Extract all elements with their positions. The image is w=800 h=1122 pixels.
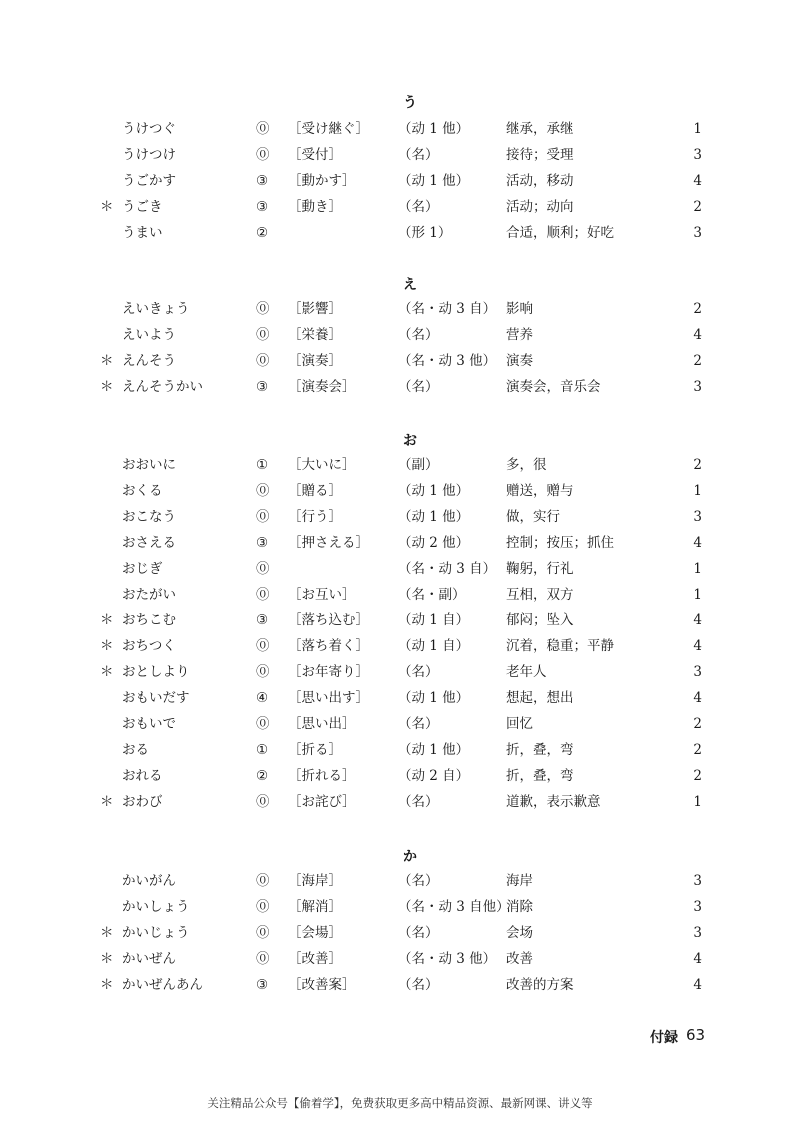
entry-meaning: 海岸	[506, 873, 533, 889]
entry-meaning: 老年人	[506, 664, 547, 681]
entry-meaning: 会场	[506, 924, 533, 941]
entry-row	[0, 894, 800, 920]
entry-accent: ③	[256, 612, 269, 629]
entry-kana: おさえる	[122, 534, 176, 551]
entry-meaning: 继承，承继	[506, 121, 574, 137]
entry-kana: おたがい	[122, 586, 176, 603]
entry-level: 2	[693, 741, 702, 758]
entry-part-of-speech: （名・动 3 他）	[398, 352, 497, 369]
entry-level: 3	[693, 873, 702, 889]
entry-part-of-speech: （名）	[398, 976, 439, 993]
entry-level: 3	[693, 146, 702, 163]
entry-kanji: ［押さえる］	[288, 534, 369, 551]
entry-accent: ③	[256, 534, 269, 551]
entry-accent: ③	[256, 172, 269, 189]
entry-row	[0, 633, 800, 659]
entry-part-of-speech: （动 2 他）	[398, 534, 470, 551]
entry-accent: ⓪	[256, 560, 270, 577]
entry-star-mark: ＊	[100, 352, 114, 369]
footer-label: 付録	[650, 1030, 678, 1046]
entry-accent: ③	[256, 378, 269, 395]
entry-part-of-speech: （形 1）	[398, 224, 452, 241]
entry-row	[0, 194, 800, 220]
entry-part-of-speech: （名）	[398, 924, 439, 941]
entry-row	[0, 142, 800, 168]
entry-meaning: 做，实行	[506, 508, 560, 525]
entry-kanji: ［落ち込む］	[288, 612, 369, 629]
entry-kanji: ［折る］	[288, 741, 342, 758]
entry-accent: ⓪	[256, 924, 270, 941]
entry-level: 1	[693, 482, 702, 499]
entry-level: 4	[693, 976, 702, 993]
entry-kanji: ［動かす］	[288, 172, 356, 189]
entry-part-of-speech: （名）	[398, 664, 439, 681]
entry-level: 3	[693, 224, 702, 241]
entry-kanji: ［受け継ぐ］	[288, 121, 369, 137]
entry-kana: おちこむ	[122, 612, 176, 629]
entry-meaning: 沉着，稳重；平静	[506, 638, 614, 655]
entry-kana: えいきょう	[122, 301, 190, 317]
entry-row	[0, 868, 800, 894]
entry-kana: かいじょう	[122, 924, 190, 941]
entry-kanji: ［贈る］	[288, 482, 342, 499]
entry-meaning: 活动，移动	[506, 172, 574, 189]
entry-kanji: ［演奏会］	[288, 378, 356, 395]
entry-accent: ⓪	[256, 508, 270, 525]
entry-accent: ⓪	[256, 352, 270, 369]
entry-meaning: 消除	[506, 898, 533, 915]
entry-part-of-speech: （名）	[398, 326, 439, 343]
entry-star-mark: ＊	[100, 793, 114, 810]
entry-meaning: 鞠躬，行礼	[506, 560, 574, 577]
entry-part-of-speech: （名・动 3 他）	[398, 950, 497, 967]
entry-accent: ①	[256, 457, 269, 473]
entry-level: 3	[693, 378, 702, 395]
entry-meaning: 折，叠，弯	[506, 767, 574, 784]
entry-level: 3	[693, 508, 702, 525]
entry-row	[0, 737, 800, 763]
entry-kanji: ［解消］	[288, 898, 342, 915]
entry-level: 4	[693, 172, 702, 189]
entry-accent: ③	[256, 198, 269, 215]
entry-row	[0, 322, 800, 348]
page-number: 63	[686, 1026, 706, 1044]
entry-row	[0, 946, 800, 972]
entry-kana: おちつく	[122, 638, 176, 655]
entry-star-mark: ＊	[100, 664, 114, 681]
entry-kanji: ［演奏］	[288, 352, 342, 369]
entry-meaning: 想起，想出	[506, 690, 574, 707]
entry-part-of-speech: （动 1 他）	[398, 172, 470, 189]
entry-row	[0, 556, 800, 582]
entry-row	[0, 504, 800, 530]
entry-star-mark: ＊	[100, 378, 114, 395]
entry-accent: ⓪	[256, 301, 270, 317]
entry-kana: おおいに	[122, 457, 176, 473]
entry-part-of-speech: （动 1 他）	[398, 508, 470, 525]
entry-level: 4	[693, 690, 702, 707]
entry-accent: ⓪	[256, 326, 270, 343]
entry-accent: ③	[256, 976, 269, 993]
entry-kana: かいぜん	[122, 950, 176, 967]
entry-kana: うごき	[122, 198, 163, 215]
entry-kanji: ［栄養］	[288, 326, 342, 343]
entry-meaning: 营养	[506, 326, 533, 343]
entry-kanji: ［大いに］	[288, 457, 356, 473]
entry-kanji: ［行う］	[288, 508, 342, 525]
entry-part-of-speech: （动 2 自）	[398, 767, 470, 784]
entry-part-of-speech: （名）	[398, 873, 439, 889]
entry-meaning: 赠送，赠与	[506, 482, 574, 499]
entry-kana: おもいで	[122, 716, 176, 732]
entry-star-mark: ＊	[100, 638, 114, 655]
entry-part-of-speech: （动 1 他）	[398, 121, 470, 137]
entry-part-of-speech: （动 1 自）	[398, 638, 470, 655]
entry-kanji: ［落ち着く］	[288, 638, 369, 655]
entry-row	[0, 452, 800, 478]
entry-row	[0, 220, 800, 246]
entry-level: 1	[693, 793, 702, 810]
section-heading: か	[403, 849, 417, 865]
entry-accent: ⓪	[256, 664, 270, 681]
section-heading: え	[403, 277, 417, 293]
entry-kanji: ［動き］	[288, 198, 342, 215]
entry-part-of-speech: （名・动 3 自）	[398, 301, 497, 317]
entry-kana: うけつけ	[122, 146, 176, 163]
entry-row	[0, 789, 800, 815]
entry-part-of-speech: （名）	[398, 198, 439, 215]
entry-kana: えんそうかい	[122, 378, 203, 395]
entry-star-mark: ＊	[100, 924, 114, 941]
entry-kanji: ［改善］	[288, 950, 342, 967]
entry-row	[0, 607, 800, 633]
entry-meaning: 改善	[506, 950, 533, 967]
entry-part-of-speech: （名・动 3 自他）	[398, 898, 510, 915]
entry-meaning: 郁闷；坠入	[506, 612, 574, 629]
entry-level: 3	[693, 898, 702, 915]
entry-accent: ⓪	[256, 586, 270, 603]
entry-row	[0, 711, 800, 737]
entry-row	[0, 116, 800, 142]
entry-accent: ①	[256, 741, 269, 758]
entry-accent: ⓪	[256, 482, 270, 499]
entry-kanji: ［改善案］	[288, 976, 356, 993]
entry-level: 4	[693, 638, 702, 655]
entry-part-of-speech: （名・动 3 自）	[398, 560, 497, 577]
entry-level: 2	[693, 716, 702, 732]
entry-part-of-speech: （名）	[398, 716, 439, 732]
entry-part-of-speech: （名）	[398, 378, 439, 395]
entry-kana: おじぎ	[122, 560, 163, 577]
entry-kana: おこなう	[122, 508, 176, 525]
entry-part-of-speech: （动 1 他）	[398, 482, 470, 499]
entry-kana: うごかす	[122, 172, 176, 189]
entry-level: 1	[693, 121, 702, 137]
entry-meaning: 演奏	[506, 352, 533, 369]
entry-level: 2	[693, 301, 702, 317]
entry-kana: うけつぐ	[122, 121, 176, 137]
entry-kana: おれる	[122, 767, 163, 784]
entry-kanji: ［思い出］	[288, 716, 356, 732]
entry-star-mark: ＊	[100, 976, 114, 993]
entry-star-mark: ＊	[100, 198, 114, 215]
entry-accent: ②	[256, 767, 269, 784]
entry-meaning: 接待；受理	[506, 146, 574, 163]
entry-level: 2	[693, 198, 702, 215]
entry-kana: かいぜんあん	[122, 976, 203, 993]
entry-accent: ⓪	[256, 950, 270, 967]
entry-part-of-speech: （动 1 他）	[398, 741, 470, 758]
section-heading: う	[403, 95, 417, 111]
entry-accent: ⓪	[256, 121, 270, 137]
entry-meaning: 道歉，表示歉意	[506, 793, 601, 810]
entry-level: 4	[693, 326, 702, 343]
entry-level: 2	[693, 352, 702, 369]
entry-row	[0, 374, 800, 400]
entry-row	[0, 582, 800, 608]
entry-row	[0, 530, 800, 556]
entry-level: 1	[693, 560, 702, 577]
entry-kana: おわび	[122, 793, 163, 810]
entry-level: 3	[693, 664, 702, 681]
entry-star-mark: ＊	[100, 612, 114, 629]
entry-kana: えんそう	[122, 352, 176, 369]
entry-meaning: 演奏会，音乐会	[506, 378, 601, 395]
entry-kana: おる	[122, 741, 149, 758]
entry-level: 2	[693, 767, 702, 784]
entry-meaning: 改善的方案	[506, 976, 574, 993]
entry-meaning: 互相，双方	[506, 586, 574, 603]
entry-kanji: ［受付］	[288, 146, 342, 163]
entry-accent: ⓪	[256, 638, 270, 655]
entry-kanji: ［お詫び］	[288, 793, 356, 810]
entry-kanji: ［お年寄り］	[288, 664, 369, 681]
entry-row	[0, 168, 800, 194]
entry-kana: えいよう	[122, 326, 176, 343]
entry-row	[0, 478, 800, 504]
entry-kanji: ［お互い］	[288, 586, 356, 603]
entry-row	[0, 763, 800, 789]
section-heading: お	[403, 433, 417, 449]
entry-accent: ⓪	[256, 793, 270, 810]
entry-kana: かいがん	[122, 873, 176, 889]
entry-accent: ⓪	[256, 146, 270, 163]
entry-meaning: 合适，顺利；好吃	[506, 224, 614, 241]
entry-kana: かいしょう	[122, 898, 190, 915]
entry-level: 4	[693, 950, 702, 967]
entry-kana: おもいだす	[122, 690, 190, 707]
entry-part-of-speech: （名）	[398, 146, 439, 163]
entry-kanji: ［影響］	[288, 301, 342, 317]
watermark-text: 关注精品公众号【偷着学】，免费获取更多高中精品资源、最新网课、讲义等	[207, 1096, 593, 1110]
entry-row	[0, 659, 800, 685]
entry-row	[0, 348, 800, 374]
entry-row	[0, 972, 800, 998]
entry-row	[0, 296, 800, 322]
entry-meaning: 折，叠，弯	[506, 741, 574, 758]
entry-row	[0, 920, 800, 946]
entry-level: 4	[693, 612, 702, 629]
entry-part-of-speech: （副）	[398, 457, 439, 473]
entry-kana: おくる	[122, 482, 163, 499]
entry-level: 1	[693, 586, 702, 603]
entry-kanji: ［折れる］	[288, 767, 356, 784]
entry-part-of-speech: （动 1 他）	[398, 690, 470, 707]
entry-part-of-speech: （名）	[398, 793, 439, 810]
entry-level: 4	[693, 534, 702, 551]
entry-meaning: 多，很	[506, 457, 547, 473]
entry-meaning: 活动；动向	[506, 198, 574, 215]
entry-part-of-speech: （动 1 自）	[398, 612, 470, 629]
entry-kanji: ［思い出す］	[288, 690, 369, 707]
entry-kanji: ［海岸］	[288, 873, 342, 889]
entry-accent: ⓪	[256, 873, 270, 889]
entry-meaning: 回忆	[506, 716, 533, 732]
entry-kana: うまい	[122, 224, 163, 241]
entry-accent: ④	[256, 690, 269, 707]
entry-star-mark: ＊	[100, 950, 114, 967]
entry-meaning: 控制；按压；抓住	[506, 534, 614, 551]
entry-accent: ⓪	[256, 898, 270, 915]
entry-accent: ②	[256, 224, 269, 241]
entry-row	[0, 685, 800, 711]
entry-meaning: 影响	[506, 301, 533, 317]
entry-level: 2	[693, 457, 702, 473]
entry-level: 3	[693, 924, 702, 941]
entry-accent: ⓪	[256, 716, 270, 732]
entry-kana: おとしより	[122, 664, 190, 681]
entry-part-of-speech: （名・副）	[398, 586, 466, 603]
entry-kanji: ［会場］	[288, 924, 342, 941]
